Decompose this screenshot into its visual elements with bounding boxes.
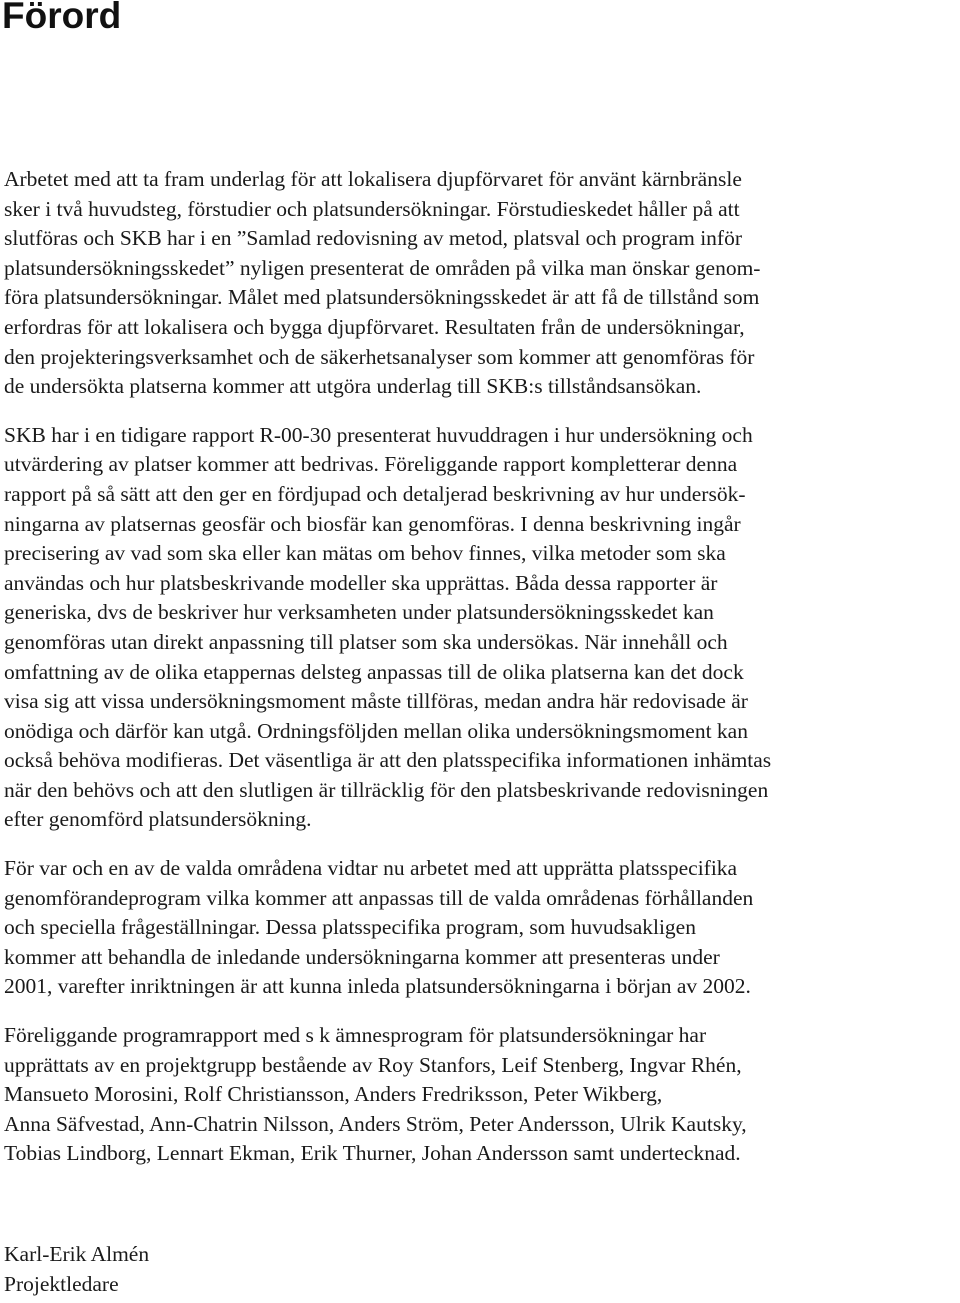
text-line: utvärdering av platser kommer att bedrivas. Föreliggande rapport kompletterar denna <box>4 452 738 477</box>
text-line: sker i två huvudsteg, förstudier och platsundersökningar. Förstudieskedet håller på att <box>4 196 740 221</box>
text-line: precisering av vad som ska eller kan mätas om behov finnes, vilka metoder som ska <box>4 541 726 566</box>
text-line: efter genomförd platsundersökning. <box>4 807 312 832</box>
text-line: upprättats av en projektgrupp bestående av Roy Stanfors, Leif Stenberg, Ingvar Rhén, <box>4 1052 742 1077</box>
text-line: Mansueto Morosini, Rolf Christiansson, Anders Fredriksson, Peter Wikberg, <box>4 1082 663 1107</box>
paragraph-report <box>4 421 960 835</box>
text-line: rapport på så sätt att den ger en fördjupad och detaljerad beskrivning av hur undersök- <box>4 481 746 506</box>
paragraph-project-group <box>4 1021 960 1169</box>
paragraph-site-programs <box>4 854 960 1002</box>
text-line: ningarna av platsernas geosfär och biosfär kan genomföras. I denna beskrivning ingår <box>4 511 741 536</box>
body-text <box>4 165 960 1188</box>
text-line: omfattning av de olika etappernas delsteg anpassas till de olika platserna kan det dock <box>4 659 744 684</box>
text-line: genomförandeprogram vilka kommer att anpassas till de valda områdenas förhållanden <box>4 885 754 910</box>
text-line: visa sig att vissa undersökningsmoment måste tillföras, medan andra här redovisade är <box>4 689 748 714</box>
signature-name: Karl-Erik Almén <box>4 1242 150 1266</box>
text-line: slutföras och SKB har i en ”Samlad redovisning av metod, platsval och program inför <box>4 226 743 251</box>
text-line: erfordras för att lokalisera och bygga djupförvaret. Resultaten från de undersökningar, <box>4 314 745 339</box>
text-line: föra platsundersökningar. Målet med platsundersökningsskedet är att få de tillstånd som <box>4 285 760 310</box>
page-title: Förord <box>2 0 122 36</box>
text-line: kommer att behandla de inledande undersökningarna kommer att presenteras under <box>4 944 720 969</box>
text-line: platsundersökningsskedet” nyligen presenterat de områden på vilka man önskar genom- <box>4 255 761 280</box>
text-line: också behöva modifieras. Det väsentliga är att den platsspecifika informationen inhämtas <box>4 748 772 773</box>
text-line: För var och en av de valda områdena vidtar nu arbetet med att upprätta platsspecifika <box>4 856 738 881</box>
text-line: onödiga och därför kan utgå. Ordningsföljden mellan olika undersökningsmoment kan <box>4 718 748 743</box>
text-line: SKB har i en tidigare rapport R-00-30 presenterat huvuddragen i hur undersökning och <box>4 422 753 447</box>
text-line: användas och hur platsbeskrivande modeller ska upprättas. Båda dessa rapporter är <box>4 570 718 595</box>
text-line: generiska, dvs de beskriver hur verksamheten under platsundersökningsskedet kan <box>4 600 714 625</box>
text-line: de undersökta platserna kommer att utgöra underlag till SKB:s tillståndsansökan. <box>4 374 702 399</box>
text-line: 2001, varefter inriktningen är att kunna inleda platsundersökningarna i början av 2002. <box>4 974 751 999</box>
signature-block <box>4 1240 149 1299</box>
text-line: Tobias Lindborg, Lennart Ekman, Erik Thurner, Johan Andersson samt undertecknad. <box>4 1141 741 1166</box>
paragraph-intro <box>4 165 960 402</box>
signature-role: Projektledare <box>4 1271 119 1296</box>
text-line: när den behövs och att den slutligen är tillräcklig för den platsbeskrivande redovisningen <box>4 777 769 802</box>
text-line: Anna Säfvestad, Ann-Chatrin Nilsson, Anders Ström, Peter Andersson, Ulrik Kautsky, <box>4 1111 747 1136</box>
text-line: den projekteringsverksamhet och de säkerhetsanalyser som kommer att genomföras för <box>4 344 755 369</box>
text-line: genomföras utan direkt anpassning till platser som ska undersökas. När innehåll och <box>4 629 728 654</box>
text-line: Arbetet med att ta fram underlag för att lokalisera djupförvaret för använt kärnbränsle <box>4 167 742 191</box>
text-line: och speciella frågeställningar. Dessa platsspecifika program, som huvudsakligen <box>4 915 696 940</box>
text-line: Föreliggande programrapport med s k ämnesprogram för platsundersökningar har <box>4 1023 707 1048</box>
